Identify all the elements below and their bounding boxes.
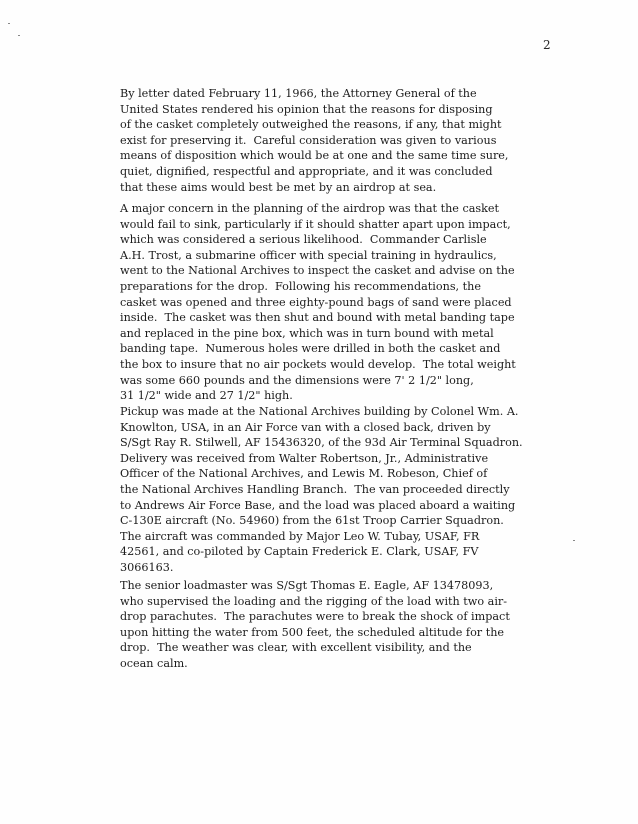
text-line: inside. The casket was then shut and bound with metal banding tape xyxy=(120,311,515,325)
text-line: that these aims would best be met by an airdrop at sea. xyxy=(120,180,437,194)
text-line: which was considered a serious likelihood. Commander Carlisle xyxy=(120,233,487,247)
paragraph-airdrop-planning xyxy=(120,201,516,404)
text-line: drop parachutes. The parachutes were to break the shock of impact xyxy=(120,610,510,624)
text-line: would fail to sink, particularly if it should shatter apart upon impact, xyxy=(120,217,511,231)
text-line: ocean calm. xyxy=(120,656,188,670)
text-line: A.H. Trost, a submarine officer with special training in hydraulics, xyxy=(120,248,497,262)
text-line: preparations for the drop. Following his recommendations, the xyxy=(120,279,481,293)
page-number: 2 xyxy=(543,38,551,52)
text-line: drop. The weather was clear, with excellent visibility, and the xyxy=(120,641,472,655)
text-line: banding tape. Numerous holes were drilled in both the casket and xyxy=(120,342,501,356)
text-line: 42561, and co-piloted by Captain Frederick E. Clark, USAF, FV xyxy=(120,545,479,559)
scan-speck xyxy=(573,540,575,541)
text-line: exist for preserving it. Careful consideration was given to various xyxy=(120,133,497,147)
text-line: went to the National Archives to inspect the casket and advise on the xyxy=(120,264,515,278)
text-line: means of disposition which would be at one and the same time sure, xyxy=(120,149,509,163)
text-line: 3066163. xyxy=(120,560,174,574)
scan-speck xyxy=(18,35,20,36)
text-line: C-130E aircraft (No. 54960) from the 61st Troop Carrier Squadron. xyxy=(120,514,504,528)
text-line: was some 660 pounds and the dimensions were 7' 2 1/2" long, xyxy=(120,373,474,387)
scan-speck xyxy=(8,23,10,24)
text-line: The senior loadmaster was S/Sgt Thomas E. Eagle, AF 13478093, xyxy=(120,579,494,592)
text-line: casket was opened and three eighty-pound bags of sand were placed xyxy=(120,295,512,309)
text-line: Officer of the National Archives, and Lewis M. Robeson, Chief of xyxy=(120,467,488,481)
text-line: By letter dated February 11, 1966, the Attorney General of the xyxy=(120,87,477,100)
text-line: upon hitting the water from 500 feet, the scheduled altitude for the xyxy=(120,625,505,639)
text-line: and replaced in the pine box, which was in turn bound with metal xyxy=(120,326,494,340)
text-line: who supervised the loading and the rigging of the load with two air- xyxy=(120,594,508,608)
text-line: the box to insure that no air pockets would develop. The total weight xyxy=(120,357,516,371)
text-line: quiet, dignified, respectful and appropriate, and it was concluded xyxy=(120,164,493,178)
text-line: Delivery was received from Walter Robertson, Jr., Administrative xyxy=(120,451,489,465)
text-line: Pickup was made at the National Archives building by Colonel Wm. A. xyxy=(120,405,519,418)
text-line: of the casket completely outweighed the reasons, if any, that might xyxy=(120,118,502,132)
text-line: Knowlton, USA, in an Air Force van with a closed back, driven by xyxy=(120,420,491,434)
text-line: The aircraft was commanded by Major Leo W. Tubay, USAF, FR xyxy=(120,529,480,543)
text-line: A major concern in the planning of the airdrop was that the casket xyxy=(120,202,500,215)
text-line: the National Archives Handling Branch. The van proceeded directly xyxy=(120,482,510,496)
text-line: United States rendered his opinion that the reasons for disposing xyxy=(120,102,493,116)
paragraph-attorney-general xyxy=(120,86,508,195)
text-line: S/Sgt Ray R. Stilwell, AF 15436320, of the 93d Air Terminal Squadron. xyxy=(120,436,523,450)
text-line: 31 1/2" wide and 27 1/2" high. xyxy=(120,389,293,403)
text-line: to Andrews Air Force Base, and the load was placed aboard a waiting xyxy=(120,498,516,512)
paragraph-loadmaster xyxy=(120,578,510,672)
paragraph-pickup xyxy=(120,404,523,576)
